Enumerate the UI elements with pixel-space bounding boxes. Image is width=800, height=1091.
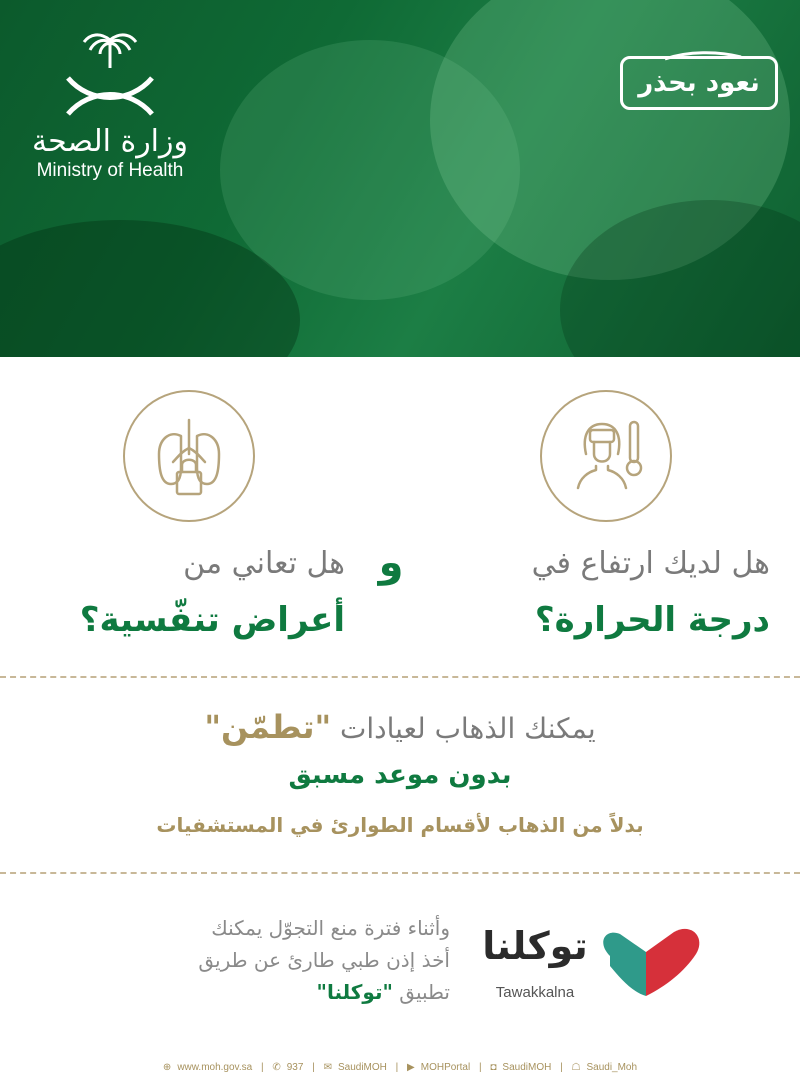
divider-top: [0, 676, 800, 678]
divider-bar: |: [395, 1062, 399, 1073]
clinics-line3: بدلاً من الذهاب لأقسام الطوارئ في المستشفيات: [156, 813, 644, 837]
fever-thermometer-icon: [542, 392, 670, 520]
youtube-icon: ▶: [407, 1062, 415, 1073]
footer-snapchat[interactable]: Saudi_Moh: [586, 1062, 638, 1073]
divider-bar: |: [260, 1062, 264, 1073]
snapchat-icon: ☖: [571, 1062, 581, 1073]
tawakkalna-text-line3: [100, 976, 450, 1008]
footer-youtube[interactable]: MOHPortal: [420, 1062, 471, 1073]
tawakkalna-app-name: "توكلنا": [316, 980, 393, 1004]
fever-question-line2: درجة الحرارة؟: [534, 600, 770, 640]
fever-icon-circle: [540, 390, 672, 522]
campaign-badge-text: نعود بحذر: [638, 68, 760, 98]
clinics-line1-text: يمكنك الذهاب لعيادات: [340, 712, 596, 745]
tawakkalna-logo-arabic: توكلنا: [482, 924, 588, 968]
conjunction: و: [378, 540, 404, 586]
footer-twitter[interactable]: SaudiMOH: [337, 1062, 387, 1073]
hero-banner: [0, 0, 800, 357]
respiratory-icon-circle: [123, 390, 255, 522]
lungs-icon: [125, 392, 253, 520]
clinics-name-highlight: "تطمّن": [204, 708, 332, 746]
tawakkalna-text-line1: وأثناء فترة منع التجوّل يمكنك: [211, 916, 450, 940]
globe-icon: ⊕: [162, 1062, 172, 1073]
ministry-name-english: Ministry of Health: [36, 160, 184, 181]
ministry-name-arabic: وزارة الصحة: [32, 124, 188, 159]
swoosh-icon: [663, 49, 743, 61]
phone-icon: ✆: [272, 1062, 281, 1073]
footer-phone[interactable]: 937: [286, 1062, 304, 1073]
divider-bar: |: [478, 1062, 482, 1073]
ministry-logo: [20, 28, 200, 188]
twitter-icon: ✉: [323, 1062, 332, 1073]
campaign-badge: [620, 56, 778, 110]
footer-website[interactable]: www.moh.gov.sa: [177, 1062, 253, 1073]
tawakkalna-description: [100, 912, 450, 1008]
footer-instagram[interactable]: SaudiMOH: [502, 1062, 552, 1073]
respiratory-question-line1: هل تعاني من: [183, 546, 345, 581]
fever-question-line1: هل لديك ارتفاع في: [531, 546, 770, 581]
divider-bottom: [0, 872, 800, 874]
divider-bar: |: [312, 1062, 315, 1073]
footer-contacts: [0, 1062, 800, 1073]
instagram-icon: ◘: [490, 1062, 497, 1073]
respiratory-question-line2: أعراض تنفّسية؟: [79, 600, 345, 640]
tawakkalna-text-line2: أخذ إذن طبي طارئ عن طريق: [198, 948, 450, 972]
tawakkalna-logo-english: Tawakkalna: [495, 984, 575, 1001]
clinics-line1: [0, 708, 800, 746]
tawakkalna-text-line3-pre: تطبيق: [399, 980, 450, 1004]
palm-swords-emblem-icon: [50, 28, 170, 120]
divider-bar: |: [560, 1062, 563, 1073]
clinics-line2: بدون موعد مسبق: [288, 760, 512, 790]
